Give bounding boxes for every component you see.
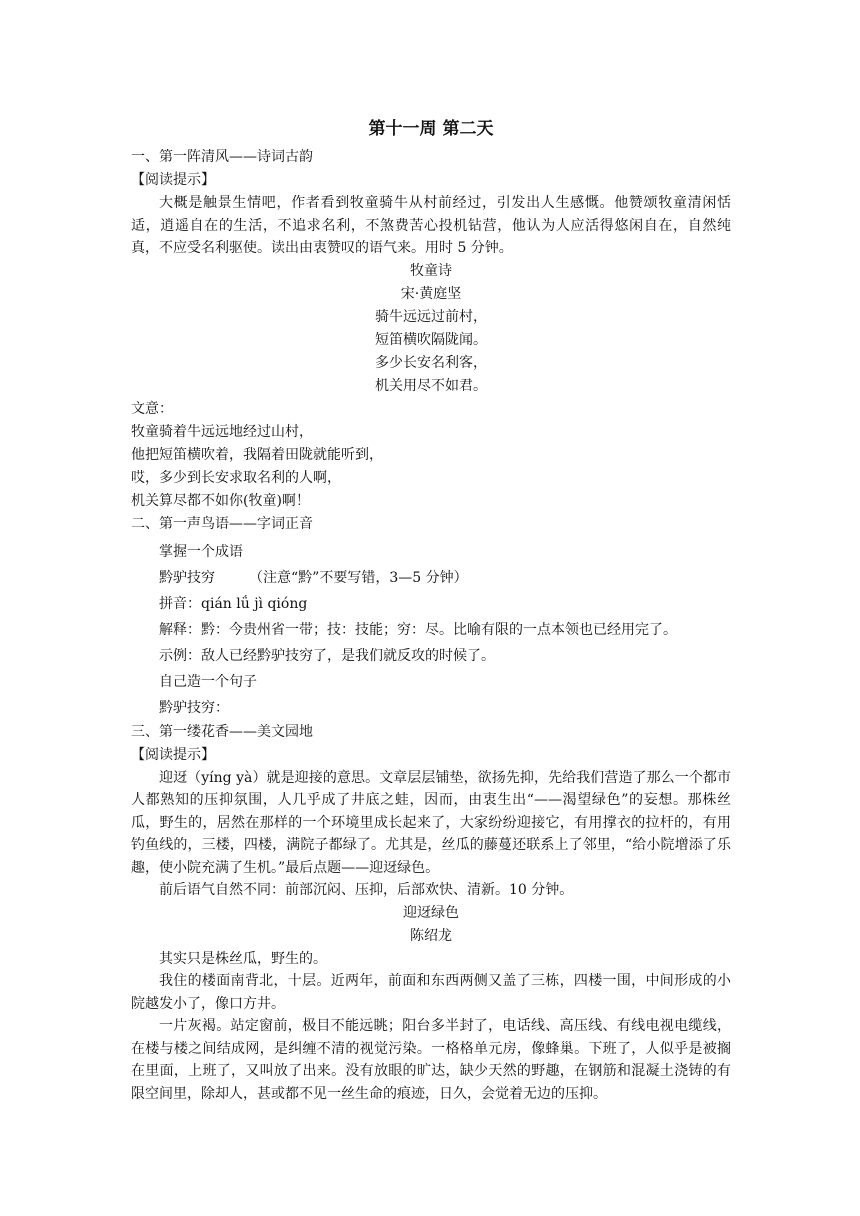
idiom-master-label: 掌握一个成语 [159, 543, 243, 560]
meaning-label: 文意： [131, 400, 173, 417]
section-1-heading: 一、第一阵清风——诗词古韵 [131, 149, 313, 165]
sentence-blank: 黔驴技穷： [159, 699, 229, 716]
idiom-pinyin: 拼音：qián lǘ jì qióng [159, 595, 308, 612]
reading-tip-label: 【阅读提示】 [131, 746, 215, 763]
idiom-example: 示例：敌人已经黔驴技穷了，是我们就反攻的时候了。 [159, 647, 495, 664]
reading-tip-label: 【阅读提示】 [131, 172, 215, 188]
section-2-heading: 二、第一声鸟语——字词正音 [131, 515, 313, 532]
make-sentence-label: 自己造一个句子 [159, 673, 257, 690]
poem-line: 机关用尽不如君。 [375, 377, 487, 394]
idiom-word: 黔驴技穷 [159, 569, 215, 586]
meaning-line: 他把短笛横吹着，我隔着田陇就能听到， [131, 446, 383, 463]
poem-line: 骑牛远远过前村， [375, 308, 487, 325]
meaning-line: 牧童骑着牛远远地经过山村， [131, 423, 313, 440]
essay-author: 陈绍龙 [410, 927, 452, 944]
section-3-heading: 三、第一缕花香——美文园地 [131, 723, 313, 740]
poem-line: 多少长安名利客， [375, 354, 487, 371]
page-title: 第十一周 第二天 [368, 119, 494, 139]
essay-title: 迎迓绿色 [403, 904, 459, 921]
poem-intro-paragraph: 大概是触景生情吧，作者看到牧童骑牛从村前经过，引发出人生感慨。他赞颂牧童清闲恬适，逍遥自在的生活，不追求名利，不煞费苦心投机钻营，他认为人应活得悠闲自在，自然纯真，不应受名利驱使。读出由衷赞叹的语气来。用时 5 分钟。 [131, 195, 731, 256]
essay-paragraph: 一片灰褐。站定窗前，极目不能远眺；阳台多半封了，电话线、高压线、有线电视电缆线，在楼与楼之间结成网，是纠缠不清的视觉污染。一格格单元房，像蜂巢。下班了，人似乎是被搁在里面，上班了，又叫放了出来。没有放眼的旷达，缺少天然的野趣，在钢筋和混凝土浇铸的有限空间里，除却人，甚或都不见一丝生命的痕迹，日久，会觉着无边的压抑。 [131, 1018, 731, 1102]
poem-title: 牧童诗 [410, 262, 452, 279]
idiom-explanation: 解释：黔：今贵州省一带；技：技能；穷：尽。比喻有限的一点本领也已经用完了。 [159, 621, 677, 638]
essay-intro-paragraph: 迎迓（yíng yà）就是迎接的意思。文章层层铺垫，欲扬先抑，先给我们营造了那么一个都市人都熟知的压抑氛围，人几乎成了井底之蛙，因而，由衷生出“——渴望绿色”的妄想。那株丝瓜，野生的，居然在那样的一个环境里成长起来了，大家纷纷迎接它，有用撑衣的拉杆的，有用钓鱼线的，三楼，四楼，满院子都绿了。尤其是，丝瓜的藤蔓还联系上了邻里，“给小院增添了乐趣，使小院充满了生机。”最后点题——迎迓绿色。 [131, 769, 731, 876]
meaning-line: 机关算尽都不如你(牧童)啊！ [131, 492, 310, 509]
poem-author: 宋·黄庭坚 [400, 285, 462, 302]
poem-line: 短笛横吹隔陇闻。 [375, 331, 487, 348]
meaning-line: 哎，多少到长安求取名利的人啊， [131, 469, 341, 486]
essay-paragraph: 我住的楼面南背北，十层。近两年，前面和东西两侧又盖了三栋，四楼一围，中间形成的小院越发小了，像口方井。 [131, 973, 731, 1012]
idiom-line [131, 565, 731, 591]
document-page [131, 112, 731, 1105]
idiom-note: （注意“黔”不要写错，3—5 分钟） [249, 569, 468, 586]
essay-tone-note: 前后语气自然不同：前部沉闷、压抑，后部欢快、清新。10 分钟。 [159, 882, 574, 898]
essay-paragraph: 其实只是株丝瓜，野生的。 [159, 950, 327, 967]
